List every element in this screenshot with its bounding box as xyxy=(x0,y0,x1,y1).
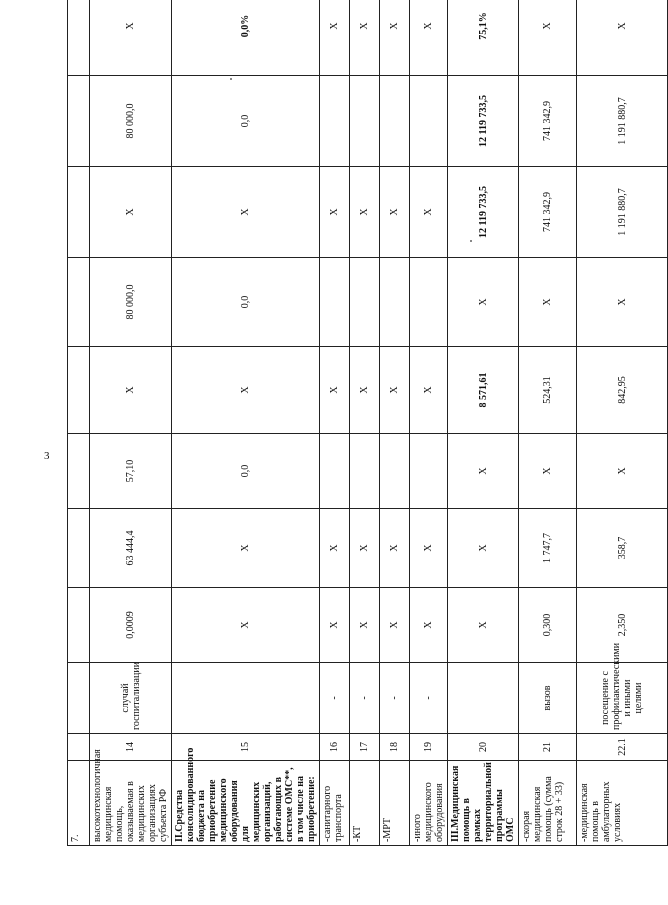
table-cell-per-rub xyxy=(320,434,350,509)
table-cell-name: -МРТ xyxy=(380,761,410,846)
table-cell-code: 19 xyxy=(410,734,448,761)
table-row xyxy=(172,0,320,846)
table-cell-oms-norm: Х xyxy=(519,258,577,347)
table-cell-volume xyxy=(68,588,90,663)
table-cell-budget: Х xyxy=(172,167,320,258)
table-cell-name: II.Средства консолидированного бюджета на приобретение медицинского оборудования для медицинских организаций, работающих в системе ОМС**, в том числе на приобретение: xyxy=(172,761,320,846)
table-cell-per-persons: Х xyxy=(350,347,380,434)
table-cell-per-rub xyxy=(410,434,448,509)
table-cell-cost: Х xyxy=(320,509,350,588)
table-cell-total: 75,1% xyxy=(448,0,519,76)
table-cell-cost: Х xyxy=(410,509,448,588)
table-cell-budget: Х xyxy=(320,167,350,258)
table-cell-name: 7. xyxy=(68,761,90,846)
table-cell-budget: Х xyxy=(90,167,172,258)
table-cell-oms xyxy=(410,76,448,167)
table-cell-cost: Х xyxy=(380,509,410,588)
table-cell-oms: 1 191 880,7 xyxy=(577,76,668,167)
table-cell-code: 21 xyxy=(519,734,577,761)
scan-speck xyxy=(470,240,472,242)
table-cell-per-rub: Х xyxy=(577,434,668,509)
table-cell-volume: Х xyxy=(380,588,410,663)
table-cell-total: Х xyxy=(380,0,410,76)
table-cell-unit xyxy=(448,663,519,734)
table-cell-unit: - xyxy=(350,663,380,734)
table-cell-per-persons: 842,95 xyxy=(577,347,668,434)
table-cell-code: 15 xyxy=(172,734,320,761)
table-cell-per-rub: 57,10 xyxy=(90,434,172,509)
table-cell-code: 18 xyxy=(380,734,410,761)
table-cell-name: -КТ xyxy=(350,761,380,846)
table-cell-unit: случай госпитализации xyxy=(90,663,172,734)
table-cell-oms: 12 119 733,5 xyxy=(448,76,519,167)
table-cell-cost: 1 747,7 xyxy=(519,509,577,588)
table-cell-volume: Х xyxy=(350,588,380,663)
table-cell-volume: Х xyxy=(410,588,448,663)
table-cell-unit: посещение с профилактическими и иными целями xyxy=(577,663,668,734)
table-cell-per-persons: Х xyxy=(90,347,172,434)
table-cell-name: III.Медицинская помощь в рамках территориальной программы ОМС xyxy=(448,761,519,846)
table-cell-oms-norm xyxy=(320,258,350,347)
table-cell-oms xyxy=(68,76,90,167)
table-cell-per-persons: Х xyxy=(410,347,448,434)
table-cell-cost: Х xyxy=(448,509,519,588)
table-cell-per-rub: Х xyxy=(519,434,577,509)
table-cell-code: 14 xyxy=(90,734,172,761)
table-cell-per-rub: Х xyxy=(448,434,519,509)
table-cell-per-persons: 8 571,61 xyxy=(448,347,519,434)
table-row xyxy=(577,0,668,846)
table-cell-oms xyxy=(380,76,410,167)
table-cell-name: -иного медицинского оборудования xyxy=(410,761,448,846)
table-cell-name: высокотехнологичная медицинская помощь, оказываемая в медицинских организациях субъекта РФ xyxy=(90,761,172,846)
table-cell-total: Х xyxy=(577,0,668,76)
table-cell-cost: 358,7 xyxy=(577,509,668,588)
table-cell-unit: вызов xyxy=(519,663,577,734)
table-cell-per-persons: Х xyxy=(320,347,350,434)
table-cell-oms: 0,0 xyxy=(172,76,320,167)
table-row xyxy=(320,0,350,846)
table-cell-per-rub xyxy=(68,434,90,509)
table-cell-oms: 741 342,9 xyxy=(519,76,577,167)
table-cell-oms-norm xyxy=(410,258,448,347)
table-cell-volume: Х xyxy=(172,588,320,663)
table-cell-cost xyxy=(68,509,90,588)
table-cell-cost: Х xyxy=(172,509,320,588)
table-cell-budget: 12 119 733,5 xyxy=(448,167,519,258)
table-cell-unit: - xyxy=(320,663,350,734)
table-row xyxy=(90,0,172,846)
rotated-table-frame xyxy=(67,12,644,846)
table-cell-cost: Х xyxy=(350,509,380,588)
program-cost-table xyxy=(67,0,668,846)
table-cell-budget: Х xyxy=(380,167,410,258)
table-cell-oms-norm xyxy=(68,258,90,347)
scan-speck xyxy=(230,78,232,80)
table-cell-volume: 0,300 xyxy=(519,588,577,663)
page-number: 3 xyxy=(44,450,50,462)
table-cell-budget: Х xyxy=(410,167,448,258)
table-row xyxy=(350,0,380,846)
table-cell-volume: Х xyxy=(320,588,350,663)
table-cell-total: Х xyxy=(350,0,380,76)
table-cell-per-persons: Х xyxy=(380,347,410,434)
table-row xyxy=(519,0,577,846)
table-cell-total xyxy=(68,0,90,76)
table-cell-oms-norm xyxy=(380,258,410,347)
table-cell-name: -скорая медицинская помощь (сумма строк 28 + 33) xyxy=(519,761,577,846)
table-cell-cost: 63 444,4 xyxy=(90,509,172,588)
table-cell-unit xyxy=(172,663,320,734)
table-cell-total: Х xyxy=(519,0,577,76)
table-row xyxy=(68,0,90,846)
table-cell-code xyxy=(68,734,90,761)
table-cell-oms-norm xyxy=(350,258,380,347)
table-row xyxy=(448,0,519,846)
table-cell-volume: Х xyxy=(448,588,519,663)
table-cell-oms-norm: Х xyxy=(448,258,519,347)
table-cell-oms-norm: 0,0 xyxy=(172,258,320,347)
table-cell-budget: Х xyxy=(350,167,380,258)
table-cell-budget xyxy=(68,167,90,258)
table-cell-budget: 741 342,9 xyxy=(519,167,577,258)
table-cell-code: 20 xyxy=(448,734,519,761)
table-cell-volume: 0,0009 xyxy=(90,588,172,663)
table-cell-oms xyxy=(320,76,350,167)
table-cell-total: Х xyxy=(320,0,350,76)
table-cell-name: -санитарного транспорта xyxy=(320,761,350,846)
table-row xyxy=(380,0,410,846)
table-cell-code: 16 xyxy=(320,734,350,761)
table-cell-per-rub xyxy=(380,434,410,509)
table-cell-volume: 2,350 xyxy=(577,588,668,663)
table-cell-per-persons xyxy=(68,347,90,434)
table-cell-name: -медицинская помощь в амбулаторных условиях xyxy=(577,761,668,846)
table-cell-per-persons: 524,31 xyxy=(519,347,577,434)
table-body xyxy=(68,0,668,846)
table-cell-per-rub xyxy=(350,434,380,509)
table-cell-code: 22.1 xyxy=(577,734,668,761)
table-row xyxy=(410,0,448,846)
table-cell-unit: - xyxy=(410,663,448,734)
table-cell-oms-norm: 80 000,0 xyxy=(90,258,172,347)
table-cell-unit xyxy=(68,663,90,734)
table-cell-budget: 1 191 880,7 xyxy=(577,167,668,258)
table-cell-per-rub: 0,0 xyxy=(172,434,320,509)
table-cell-oms: 80 000,0 xyxy=(90,76,172,167)
table-cell-total: Х xyxy=(410,0,448,76)
table-cell-total: 0,0% xyxy=(172,0,320,76)
table-cell-oms xyxy=(350,76,380,167)
rotated-table-wrapper xyxy=(67,12,644,846)
table-cell-code: 17 xyxy=(350,734,380,761)
table-cell-oms-norm: Х xyxy=(577,258,668,347)
table-cell-total: Х xyxy=(90,0,172,76)
table-cell-unit: - xyxy=(380,663,410,734)
table-cell-per-persons: Х xyxy=(172,347,320,434)
